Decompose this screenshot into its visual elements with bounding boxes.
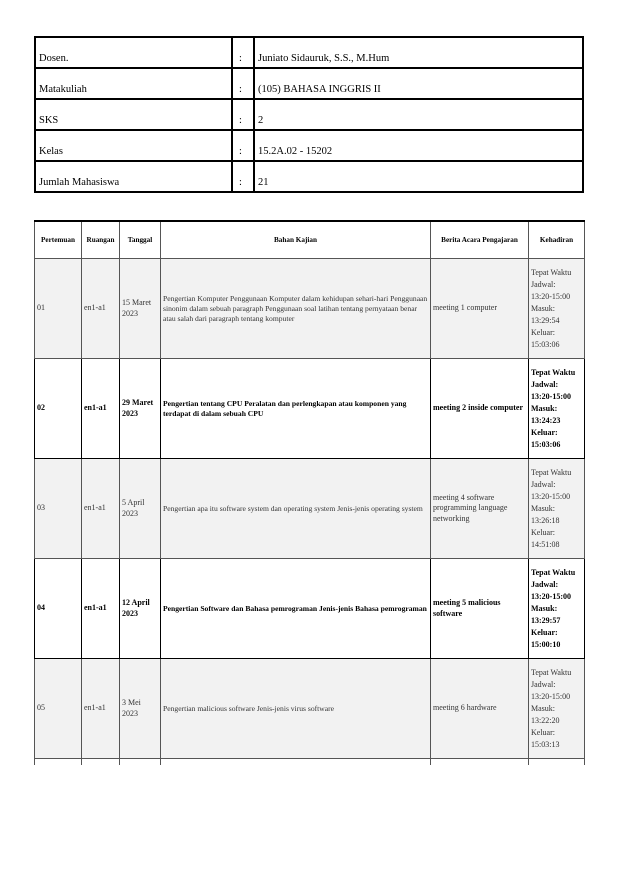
cell-pertemuan: 03 — [35, 459, 82, 559]
cell-kehadiran — [529, 559, 585, 659]
kehadiran-line: 13:26:18 — [531, 515, 560, 525]
kehadiran-line: 15:03:06 — [531, 339, 560, 349]
kehadiran-line: 13:20-15:00 — [531, 291, 571, 301]
kehadiran-line: Tepat Waktu — [531, 267, 572, 277]
info-label: Matakuliah — [35, 68, 232, 99]
cell-pertemuan: 04 — [35, 559, 82, 659]
kehadiran-line: 13:20-15:00 — [531, 691, 571, 701]
cell-tanggal: 5 April 2023 — [120, 459, 161, 559]
kehadiran-line: Jadwal: — [531, 679, 556, 689]
kehadiran-line: Masuk: — [531, 303, 555, 313]
kehadiran-line: Jadwal: — [531, 379, 559, 389]
kehadiran-line: Tepat Waktu — [531, 567, 576, 577]
header-tanggal: Tanggal — [120, 221, 161, 259]
info-label: SKS — [35, 99, 232, 130]
empty-cell — [82, 759, 120, 766]
kehadiran-line: Masuk: — [531, 603, 558, 613]
meetings-table — [34, 220, 585, 765]
table-row — [35, 259, 585, 359]
cell-pertemuan: 05 — [35, 659, 82, 759]
header-kehadiran: Kehadiran — [529, 221, 585, 259]
info-colon: : — [232, 161, 254, 192]
header-berita-acara: Berita Acara Pengajaran — [431, 221, 529, 259]
table-row — [35, 659, 585, 759]
kehadiran-line: 13:20-15:00 — [531, 391, 571, 401]
kehadiran-line: 15:03:06 — [531, 439, 561, 449]
kehadiran-line: Masuk: — [531, 503, 555, 513]
cell-ruangan: en1-a1 — [82, 559, 120, 659]
info-colon: : — [232, 130, 254, 161]
kehadiran-line: Keluar: — [531, 427, 558, 437]
kehadiran-line: 15:00:10 — [531, 639, 561, 649]
cell-bahan-kajian: Pengertian tentang CPU Peralatan dan perlengkapan atau komponen yang terdapat di dalam sebuah CPU — [161, 359, 431, 459]
kehadiran-line: Tepat Waktu — [531, 467, 572, 477]
cell-pertemuan: 02 — [35, 359, 82, 459]
kehadiran-line: Keluar: — [531, 327, 555, 337]
cell-bahan-kajian: Pengertian apa itu software system dan operating system Jenis-jenis operating system — [161, 459, 431, 559]
cell-berita-acara: meeting 4 software programming language networking — [431, 459, 529, 559]
empty-cell — [529, 759, 585, 766]
cell-ruangan: en1-a1 — [82, 459, 120, 559]
kehadiran-line: Jadwal: — [531, 279, 556, 289]
kehadiran-line: 13:29:54 — [531, 315, 560, 325]
cell-kehadiran — [529, 459, 585, 559]
kehadiran-line: Keluar: — [531, 627, 558, 637]
header-pertemuan: Pertemuan — [35, 221, 82, 259]
info-label: Kelas — [35, 130, 232, 161]
info-value: 2 — [254, 99, 583, 130]
info-value: 21 — [254, 161, 583, 192]
kehadiran-line: 13:20-15:00 — [531, 591, 571, 601]
info-label: Jumlah Mahasiswa — [35, 161, 232, 192]
kehadiran-line: 13:29:57 — [531, 615, 561, 625]
cell-tanggal: 12 April 2023 — [120, 559, 161, 659]
cell-tanggal: 15 Maret 2023 — [120, 259, 161, 359]
info-row — [35, 161, 583, 192]
cell-bahan-kajian: Pengertian Komputer Penggunaan Komputer dalam kehidupan sehari-hari Penggunaan sinonim dalam sebuah paragraph Penggunaan soal latihan tentang pernyataan benar atau salah dari paragraph tentang komputer — [161, 259, 431, 359]
cell-berita-acara: meeting 6 hardware — [431, 659, 529, 759]
info-value: 15.2A.02 - 15202 — [254, 130, 583, 161]
info-label: Dosen. — [35, 37, 232, 68]
cell-kehadiran — [529, 259, 585, 359]
cell-pertemuan: 01 — [35, 259, 82, 359]
cell-tanggal: 29 Maret 2023 — [120, 359, 161, 459]
course-info-table — [34, 36, 584, 193]
empty-cell — [161, 759, 431, 766]
kehadiran-line: Masuk: — [531, 703, 555, 713]
cell-bahan-kajian: Pengertian Software dan Bahasa pemrograman Jenis-jenis Bahasa pemrograman — [161, 559, 431, 659]
cell-berita-acara: meeting 5 malicious software — [431, 559, 529, 659]
kehadiran-line: Keluar: — [531, 527, 555, 537]
cell-bahan-kajian: Pengertian malicious software Jenis-jenis virus software — [161, 659, 431, 759]
cell-kehadiran — [529, 659, 585, 759]
cell-ruangan: en1-a1 — [82, 359, 120, 459]
info-row — [35, 68, 583, 99]
kehadiran-line: 13:20-15:00 — [531, 491, 571, 501]
cell-ruangan: en1-a1 — [82, 259, 120, 359]
table-row — [35, 559, 585, 659]
cell-kehadiran — [529, 359, 585, 459]
info-colon: : — [232, 99, 254, 130]
info-colon: : — [232, 68, 254, 99]
kehadiran-line: 15:03:13 — [531, 739, 560, 749]
info-value: Juniato Sidauruk, S.S., M.Hum — [254, 37, 583, 68]
kehadiran-line: 13:22:20 — [531, 715, 560, 725]
cell-berita-acara: meeting 1 computer — [431, 259, 529, 359]
info-colon: : — [232, 37, 254, 68]
info-value: (105) BAHASA INGGRIS II — [254, 68, 583, 99]
info-row — [35, 99, 583, 130]
empty-cell — [35, 759, 82, 766]
kehadiran-line: Jadwal: — [531, 479, 556, 489]
kehadiran-line: Jadwal: — [531, 579, 559, 589]
cell-tanggal: 3 Mei 2023 — [120, 659, 161, 759]
kehadiran-line: 14:51:08 — [531, 539, 560, 549]
cell-berita-acara: meeting 2 inside computer — [431, 359, 529, 459]
info-row — [35, 130, 583, 161]
kehadiran-line: Keluar: — [531, 727, 555, 737]
info-row — [35, 37, 583, 68]
table-row — [35, 459, 585, 559]
kehadiran-line: Tepat Waktu — [531, 367, 576, 377]
table-header-row — [35, 221, 585, 259]
header-bahan-kajian: Bahan Kajian — [161, 221, 431, 259]
table-continuation — [35, 759, 585, 766]
kehadiran-line: 13:24:23 — [531, 415, 561, 425]
kehadiran-line: Tepat Waktu — [531, 667, 572, 677]
empty-cell — [431, 759, 529, 766]
empty-cell — [120, 759, 161, 766]
kehadiran-line: Masuk: — [531, 403, 558, 413]
cell-ruangan: en1-a1 — [82, 659, 120, 759]
header-ruangan: Ruangan — [82, 221, 120, 259]
table-row — [35, 359, 585, 459]
